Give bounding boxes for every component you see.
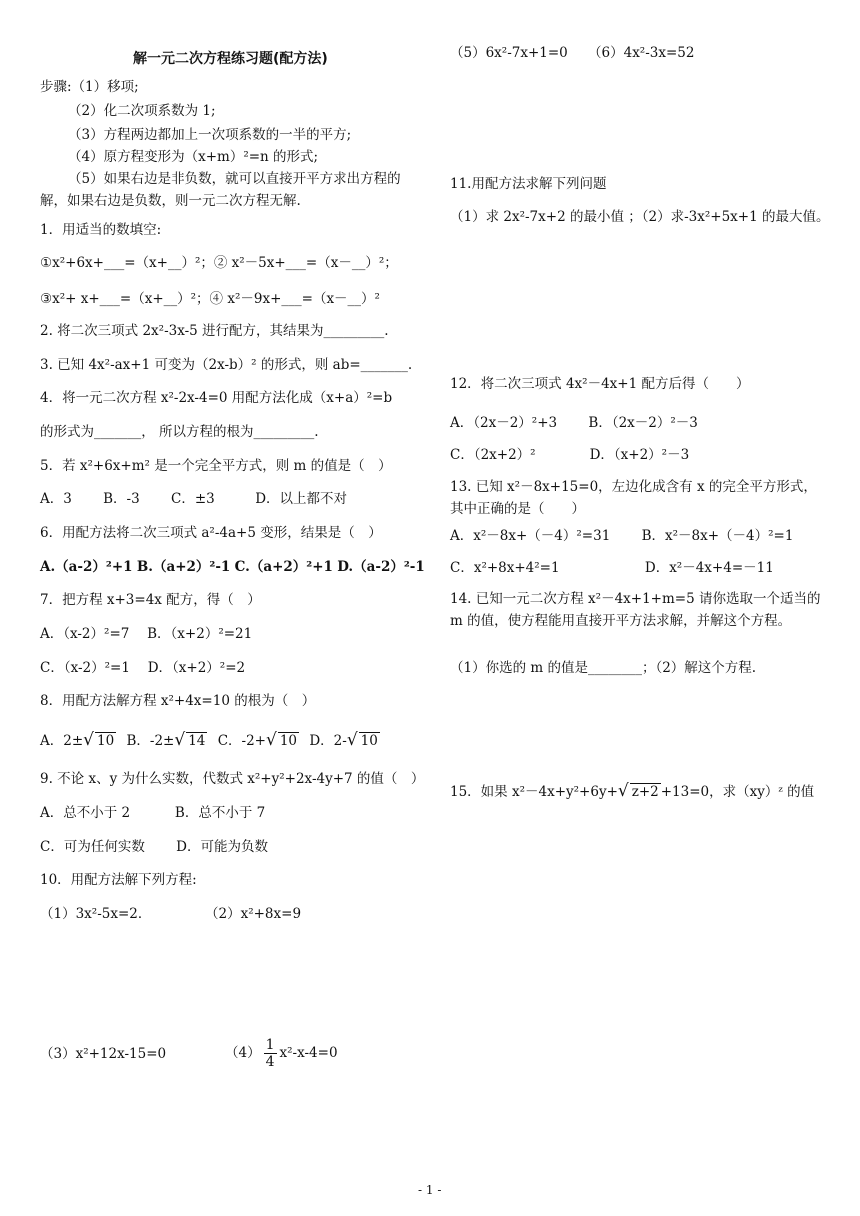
radical-sign: √: [617, 781, 629, 801]
question-6-options: [40, 558, 425, 576]
question-11-parts: （1）求 2x²-7x+2 的最小值 ；（2）求-3x²+5x+1 的最大值。: [450, 209, 830, 225]
radicand: 10: [97, 733, 115, 749]
option-a-label: A．2±: [40, 733, 84, 749]
radical-sign: √: [266, 730, 277, 750]
page-title: 解一元二次方程练习题(配方法): [133, 51, 328, 67]
fraction-numerator: 1: [265, 1037, 275, 1053]
option-d-label: D．2-: [309, 733, 347, 749]
equation-start: 15．如果 x²－4x+y²+6y+: [450, 784, 618, 800]
question-9-options-1: A．总不小于 2 B．总不小于 7: [40, 805, 266, 821]
question-13-options-1: A．x²－8x+（－4）²=31 B．x²－8x+（－4）²=1: [450, 528, 794, 544]
question-10-part-1: （1）3x²-5x=2．: [40, 906, 152, 922]
question-2: 2. 将二次三项式 2x²-3x-5 进行配方，其结果为_________.: [40, 323, 389, 339]
equation-rest: x²-x-4=0: [279, 1045, 338, 1061]
question-7-options-2: C．（x-2）²=1 D．（x+2）²=2: [40, 660, 246, 676]
radical-sign: √: [83, 730, 94, 750]
question-1-row-b: ③x²+ x+___=（x+__）²；④ x²－9x+___=（x－__）²: [40, 291, 380, 307]
question-11: 11.用配方法求解下列问题: [450, 176, 607, 192]
question-13-options-2: C．x²+8x+4²=1 D．x²－4x+4=－11: [450, 560, 774, 576]
question-12-options-1: A．（2x－2）²+3 B．（2x－2）²－3: [450, 415, 698, 431]
question-5: 5．若 x²+6x+m² 是一个完全平方式，则 m 的值是（ ）: [40, 458, 392, 474]
page-number: - 1 -: [418, 1183, 442, 1197]
question-6: 6．用配方法将二次三项式 a²-4a+5 变形，结果是（ ）: [40, 525, 382, 541]
step-1: 步骤:（1）移项;: [40, 79, 139, 95]
option-d: D.（a-2）²-1: [337, 559, 425, 575]
equation-end: +13=0，求（xy）ᶻ 的值: [660, 784, 815, 800]
question-15: [450, 782, 814, 801]
question-14: 14. 已知一元二次方程 x²－4x+1+m=5 请你选取一个适当的 m 的值，使方程能用直接开平方法求解，并解这个方程。: [450, 591, 821, 629]
question-10-part-3: （3）x²+12x-15=0: [40, 1046, 167, 1062]
question-3: 3. 已知 4x²-ax+1 可变为（2x-b）² 的形式，则 ab=_______.: [40, 357, 413, 373]
question-13: 13. 已知 x²－8x+15=0，左边化成含有 x 的完全平方形式，其中正确的是（ ）: [450, 479, 817, 517]
question-4-line-2: 的形式为_______， 所以方程的根为_________.: [40, 424, 319, 440]
question-7: 7．把方程 x+3=4x 配方，得（ ）: [40, 592, 261, 608]
question-1-row-a: ①x²+6x+___=（x+__）²；② x²－5x+___=（x－__）²；: [40, 255, 398, 271]
question-8: 8．用配方法解方程 x²+4x=10 的根为（ ）: [40, 693, 316, 709]
fraction-denominator: 4: [265, 1054, 275, 1070]
question-12-options-2: C．（2x+2）² D．（x+2）²－3: [450, 447, 690, 463]
question-8-options: [40, 731, 380, 750]
question-10-part-2: （2）x²+8x=9: [205, 906, 302, 922]
step-2: （2）化二次项系数为 1;: [68, 103, 216, 119]
question-1: 1．用适当的数填空:: [40, 222, 162, 238]
question-10-parts-5-6: （5）6x²-7x+1=0 （6）4x²-3x=52: [450, 45, 695, 61]
question-9-options-2: C．可为任何实数 D．可能为负数: [40, 839, 268, 855]
part-label: （4）: [225, 1045, 261, 1061]
question-12: 12．将二次三项式 4x²－4x+1 配方后得（ ）: [450, 376, 750, 392]
question-5-options: A．3 B．-3 C．±3 D．以上都不对: [40, 491, 348, 507]
option-c-label: C．-2+: [217, 733, 266, 749]
question-10: 10．用配方法解下列方程:: [40, 872, 197, 888]
option-b-label: B．-2±: [126, 733, 175, 749]
fraction: [264, 1037, 277, 1070]
radicand: 10: [360, 733, 378, 749]
question-9: 9. 不论 x、y 为什么实数，代数式 x²+y²+2x-4y+7 的值（ ）: [40, 771, 425, 787]
question-7-options-1: A．（x-2）²=7 B．（x+2）²=21: [40, 626, 253, 642]
question-14-parts: （1）你选的 m 的值是________；（2）解这个方程.: [450, 660, 757, 676]
option-b: B.（a+2）²-1: [136, 559, 231, 575]
question-10-part-4: [225, 1033, 338, 1073]
radical-sign: √: [174, 730, 186, 750]
radicand: 14: [188, 733, 206, 749]
question-4-line-1: 4．将一元二次方程 x²-2x-4=0 用配方法化成（x+a）²=b: [40, 390, 393, 406]
option-a: A.（a-2）²+1: [40, 559, 133, 575]
radicand: z+2: [631, 784, 659, 800]
step-3: （3）方程两边都加上一次项系数的一半的平方;: [68, 127, 352, 143]
option-c: C.（a+2）²+1: [234, 559, 333, 575]
step-4: （4）原方程变形为（x+m）²=n 的形式;: [68, 149, 319, 165]
radical-sign: √: [346, 730, 358, 750]
radicand: 10: [279, 733, 298, 749]
step-5: （5）如果右边是非负数，就可以直接开平方求出方程的解，如果右边是负数，则一元二次方程无解.: [40, 171, 401, 209]
